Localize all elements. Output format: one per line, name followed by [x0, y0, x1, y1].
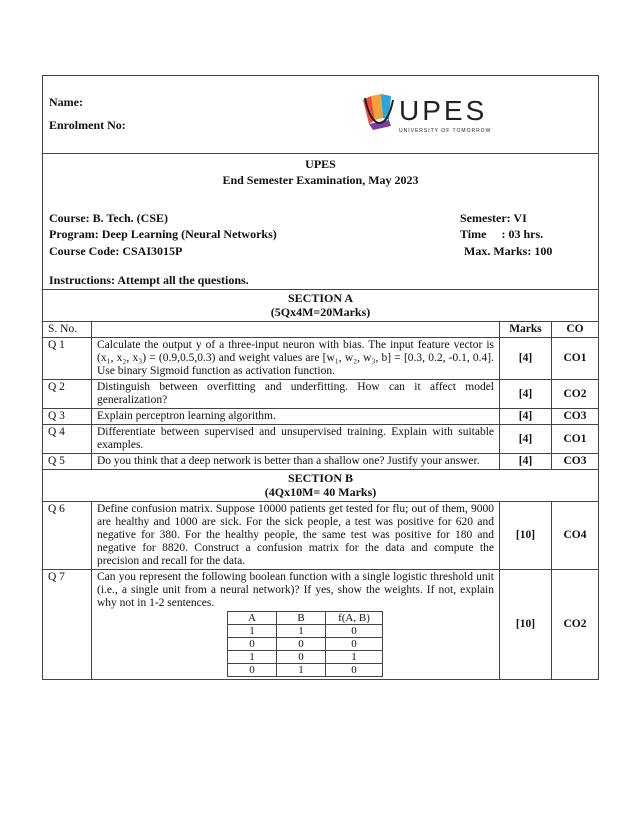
- section-a-subtitle: (5Qx4M=20Marks): [270, 305, 371, 319]
- question-co: CO4: [552, 502, 599, 570]
- question-number: Q 5: [43, 454, 92, 470]
- co-header: CO: [552, 322, 599, 338]
- time-label: Time : 03 hrs.: [460, 227, 544, 241]
- question-number: Q 4: [43, 425, 92, 454]
- question-text: Do you think that a deep network is better than a shallow one? Justify your answer.: [92, 454, 500, 470]
- table-row: [43, 425, 598, 454]
- table-header-row: [43, 322, 598, 338]
- exam-info: [43, 154, 598, 290]
- question-marks: [4]: [500, 454, 552, 470]
- question-marks: [10]: [500, 502, 552, 570]
- truth-table-cell: B: [277, 612, 326, 625]
- truth-table-cell: 0: [277, 638, 326, 651]
- truth-table-header: [228, 612, 383, 625]
- truth-table-cell: 0: [228, 664, 277, 677]
- question-text-cell: [92, 570, 500, 680]
- truth-table-row: [228, 664, 383, 677]
- truth-table-cell: f(A, B): [326, 612, 383, 625]
- question-marks: [4]: [500, 409, 552, 425]
- truth-table-cell: 0: [326, 638, 383, 651]
- truth-table-cell: 0: [277, 651, 326, 664]
- question-header: [92, 322, 500, 338]
- max-marks-label: Max. Marks: 100: [464, 244, 553, 258]
- question-text: Calculate the output y of a three-input neuron with bias. The input feature vector is (x₁, x₂, x₃) = (0.9,0.5,0.3) and weight values are [w₁, w₂, w₃, b] = [0.3, 0.2, -0.1, 0.4]. Use binary Sigmoid function as activation function.: [92, 338, 500, 380]
- question-number: Q 7: [43, 570, 92, 680]
- question-co: CO1: [552, 338, 599, 380]
- question-marks: [4]: [500, 425, 552, 454]
- instructions-text: Instructions: Attempt all the questions.: [49, 273, 249, 287]
- truth-table: [227, 611, 383, 677]
- section-b-subtitle: (4Qx10M= 40 Marks): [264, 485, 377, 499]
- question-number: Q 1: [43, 338, 92, 380]
- truth-table-cell: 0: [326, 664, 383, 677]
- exam-paper: [42, 75, 599, 680]
- question-marks: [4]: [500, 380, 552, 409]
- question-co: CO2: [552, 380, 599, 409]
- upes-logo-icon: [361, 90, 496, 138]
- marks-header: Marks: [500, 322, 552, 338]
- question-number: Q 3: [43, 409, 92, 425]
- truth-table-cell: 0: [228, 638, 277, 651]
- table-row: [43, 409, 598, 425]
- section-a-heading: [43, 290, 598, 322]
- question-text: Explain perceptron learning algorithm.: [92, 409, 500, 425]
- course-code-label: Course Code: CSAI3015P: [49, 244, 183, 258]
- truth-table-row: [228, 625, 383, 638]
- section-b-table: [43, 502, 598, 679]
- table-row: [43, 454, 598, 470]
- question-co: CO3: [552, 454, 599, 470]
- svg-text:UNIVERSITY OF TOMORROW: UNIVERSITY OF TOMORROW: [399, 128, 492, 134]
- truth-table-cell: 1: [277, 625, 326, 638]
- truth-table-cell: 0: [326, 625, 383, 638]
- truth-table-cell: A: [228, 612, 277, 625]
- course-label: Course: B. Tech. (CSE): [49, 211, 169, 225]
- table-row: [43, 380, 598, 409]
- sno-header: S. No.: [43, 322, 92, 338]
- question-marks: [4]: [500, 338, 552, 380]
- svg-text:UPES: UPES: [399, 95, 488, 126]
- section-b-title: SECTION B: [287, 471, 354, 485]
- table-row: [43, 570, 598, 680]
- exam-title: End Semester Examination, May 2023: [222, 173, 419, 187]
- question-co: CO1: [552, 425, 599, 454]
- semester-label: Semester: VI: [460, 211, 527, 225]
- table-row: [43, 502, 598, 570]
- question-number: Q 2: [43, 380, 92, 409]
- question-text: Can you represent the following boolean function with a single logistic threshold unit (i.e., a single unit from a neural network)? If yes, show the weights. If not, explain why not in 1-2 sentences.: [97, 571, 494, 609]
- paper-header: [43, 76, 598, 154]
- name-label: Name:: [49, 95, 83, 109]
- truth-table-cell: 1: [228, 651, 277, 664]
- truth-table-row: [228, 638, 383, 651]
- table-row: [43, 338, 598, 380]
- section-a-title: SECTION A: [287, 291, 354, 305]
- enrolment-label: Enrolment No:: [49, 118, 126, 132]
- question-number: Q 6: [43, 502, 92, 570]
- question-co: CO2: [563, 618, 587, 630]
- program-label: Program: Deep Learning (Neural Networks): [49, 227, 277, 241]
- question-co: CO3: [552, 409, 599, 425]
- truth-table-cell: 1: [228, 625, 277, 638]
- truth-table-cell: 1: [326, 651, 383, 664]
- question-marks: [10]: [500, 570, 552, 680]
- section-b-heading: [43, 470, 598, 502]
- question-text: Distinguish between overfitting and underfitting. How can it affect model generalization?: [92, 380, 500, 409]
- question-text: Differentiate between supervised and unsupervised training. Explain with suitable examples.: [92, 425, 500, 454]
- institution-name: UPES: [305, 157, 336, 171]
- section-a-table: [43, 322, 598, 470]
- question-text: Define confusion matrix. Suppose 10000 patients get tested for flu; out of them, 9000 are healthy and 1000 are sick. For the sick people, a test was positive for 620 and negative for 380. For the healthy people, the same test was positive for 180 and negative for 8820. Construct a confusion matrix for the data and compute the precision and recall for the data.: [92, 502, 500, 570]
- truth-table-cell: 1: [277, 664, 326, 677]
- truth-table-row: [228, 651, 383, 664]
